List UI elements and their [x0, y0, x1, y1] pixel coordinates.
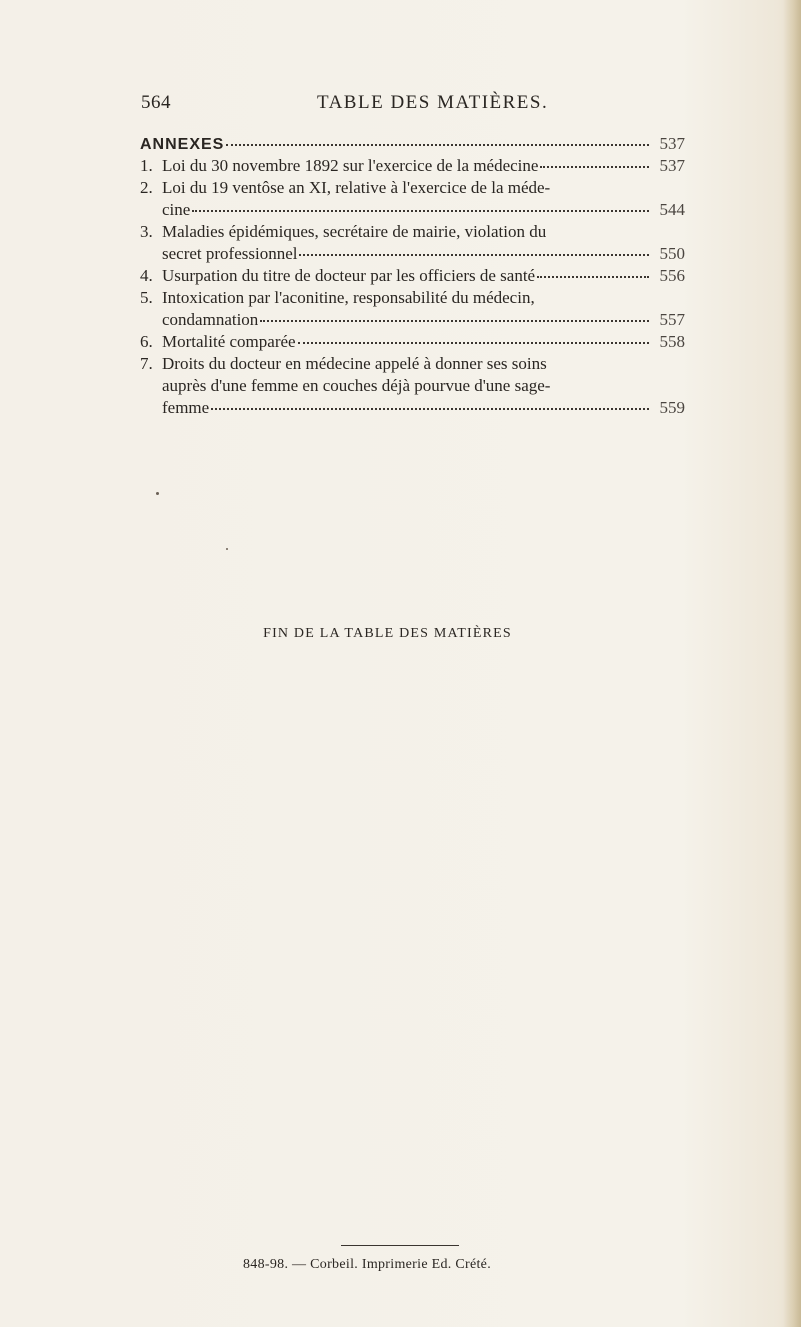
dot-leader: [298, 342, 649, 344]
entry-text: secret professionnel: [162, 244, 298, 263]
toc-entry-2-cont: [140, 199, 685, 221]
dot-leader: [540, 166, 649, 168]
running-title: TABLE DES MATIÈRES.: [317, 92, 549, 113]
section-title: ANNEXES: [140, 136, 225, 153]
toc-entry-2: [140, 177, 685, 199]
toc-entry-3-cont: [140, 243, 685, 265]
dot-leader: [299, 254, 649, 256]
toc-entry-5: [140, 287, 685, 309]
entry-number: 3.: [140, 222, 153, 241]
page-ref: 550: [659, 244, 685, 263]
toc-entry-7-cont: [140, 375, 685, 397]
page-ref: 558: [659, 332, 685, 351]
toc-entry-5-cont: [140, 309, 685, 331]
page-ref: 556: [659, 266, 685, 285]
entry-text: auprès d'une femme en couches déjà pourvue d'une sage-: [162, 376, 551, 395]
dot-leader: [226, 144, 649, 146]
entry-text: Mortalité comparée: [162, 332, 296, 351]
page-edge-shadow: [783, 0, 801, 1327]
entry-number: 2.: [140, 178, 153, 197]
dot-leader: [537, 276, 649, 278]
ink-speck: [156, 492, 159, 495]
entry-text: Droits du docteur en médecine appelé à donner ses soins: [162, 354, 547, 373]
toc-entry-7: [140, 353, 685, 375]
dot-leader: [192, 210, 649, 212]
entry-number: 7.: [140, 354, 153, 373]
toc-entry-3: [140, 221, 685, 243]
toc-entry-4: [140, 265, 685, 287]
toc-section-annexes: [140, 133, 685, 155]
entry-text: condamnation: [162, 310, 259, 329]
toc-entry-6: [140, 331, 685, 353]
colophon-rule: [341, 1245, 459, 1246]
entry-number: 5.: [140, 288, 153, 307]
page-ref: 559: [659, 398, 685, 417]
dot-leader: [211, 408, 649, 410]
page-ref: 537: [659, 134, 685, 153]
dot-leader: [260, 320, 649, 322]
table-of-contents: [140, 133, 685, 419]
ink-speck: [226, 548, 228, 550]
toc-entry-7-cont2: [140, 397, 685, 419]
page-ref: 544: [659, 200, 685, 219]
page-number: 564: [141, 92, 171, 113]
entry-text: femme: [162, 398, 210, 417]
entry-text: Maladies épidémiques, secrétaire de mairie, violation du: [162, 222, 547, 241]
entry-number: 4.: [140, 266, 153, 285]
entry-text: cine: [162, 200, 191, 219]
entry-text: Loi du 30 novembre 1892 sur l'exercice de la médecine: [162, 156, 539, 175]
running-header: [141, 92, 681, 116]
entry-text: Usurpation du titre de docteur par les officiers de santé: [162, 266, 536, 285]
page-ref: 537: [659, 156, 685, 175]
entry-text: Intoxication par l'aconitine, responsabilité du médecin,: [162, 288, 535, 307]
entry-number: 1.: [140, 156, 153, 175]
entry-number: 6.: [140, 332, 153, 351]
toc-entry-1: [140, 155, 685, 177]
page-ref: 557: [659, 310, 685, 329]
entry-text: Loi du 19 ventôse an XI, relative à l'exercice de la méde-: [162, 178, 551, 197]
end-of-table-note: FIN DE LA TABLE DES MATIÈRES: [263, 626, 512, 641]
printer-colophon: 848-98. — Corbeil. Imprimerie Ed. Crété.: [243, 1257, 491, 1272]
